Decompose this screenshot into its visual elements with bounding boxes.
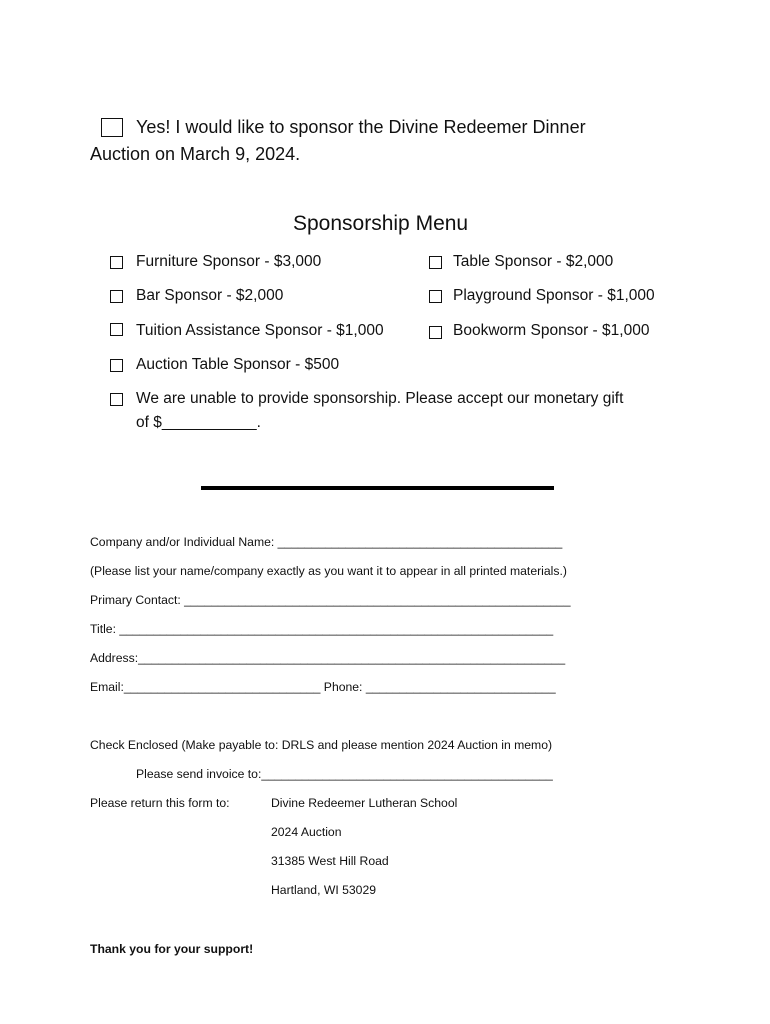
tuition-sponsor-checkbox[interactable] — [110, 323, 123, 336]
address-field[interactable]: Address:_______________________________________________________________ — [90, 651, 566, 665]
auction-table-sponsor-checkbox[interactable] — [110, 359, 123, 372]
monetary-gift-checkbox[interactable] — [110, 393, 123, 406]
menu-title: Sponsorship Menu — [293, 212, 469, 235]
intro-line-1: Yes! I would like to sponsor the Divine Redeemer Dinner — [136, 117, 586, 137]
email-phone-field[interactable]: Email:_____________________________ Phone: ____________________________ — [90, 680, 556, 694]
bookworm-sponsor-checkbox[interactable] — [429, 326, 442, 339]
title-field[interactable]: Title: ________________________________________________________________ — [90, 622, 554, 636]
gift-line-1: We are unable to provide sponsorship. Please accept our monetary gift — [136, 390, 624, 407]
gift-line-2: of $___________. — [136, 414, 261, 431]
return-label: Please return this form to: — [90, 796, 230, 810]
check-enclosed-line: Check Enclosed (Make payable to: DRLS and please mention 2024 Auction in memo) — [90, 738, 553, 752]
name-note: (Please list your name/company exactly as you want it to appear in all printed materials.) — [90, 564, 567, 578]
sponsor-confirm-checkbox[interactable] — [101, 118, 123, 137]
option-label: Tuition Assistance Sponsor - $1,000 — [136, 322, 384, 339]
furniture-sponsor-checkbox[interactable] — [110, 256, 123, 269]
primary-contact-field[interactable]: Primary Contact: _________________________________________________________ — [90, 593, 571, 607]
playground-sponsor-checkbox[interactable] — [429, 290, 442, 303]
return-address-line: Hartland, WI 53029 — [271, 883, 377, 897]
return-address-line: Divine Redeemer Lutheran School — [271, 796, 458, 810]
company-name-field[interactable]: Company and/or Individual Name: __________________________________________ — [90, 535, 563, 549]
option-label: Table Sponsor - $2,000 — [453, 253, 614, 270]
return-address-line: 31385 West Hill Road — [271, 854, 389, 868]
option-label: Furniture Sponsor - $3,000 — [136, 253, 322, 270]
divider — [201, 486, 554, 490]
option-label: Playground Sponsor - $1,000 — [453, 287, 655, 304]
return-address-line: 2024 Auction — [271, 825, 342, 839]
invoice-field[interactable]: Please send invoice to:___________________________________________ — [136, 767, 553, 781]
option-label: Bookworm Sponsor - $1,000 — [453, 322, 650, 339]
option-label: Auction Table Sponsor - $500 — [136, 356, 340, 373]
bar-sponsor-checkbox[interactable] — [110, 290, 123, 303]
table-sponsor-checkbox[interactable] — [429, 256, 442, 269]
thank-you-note: Thank you for your support! — [90, 942, 254, 956]
intro-line-2: Auction on March 9, 2024. — [90, 144, 301, 164]
option-label: Bar Sponsor - $2,000 — [136, 287, 284, 304]
